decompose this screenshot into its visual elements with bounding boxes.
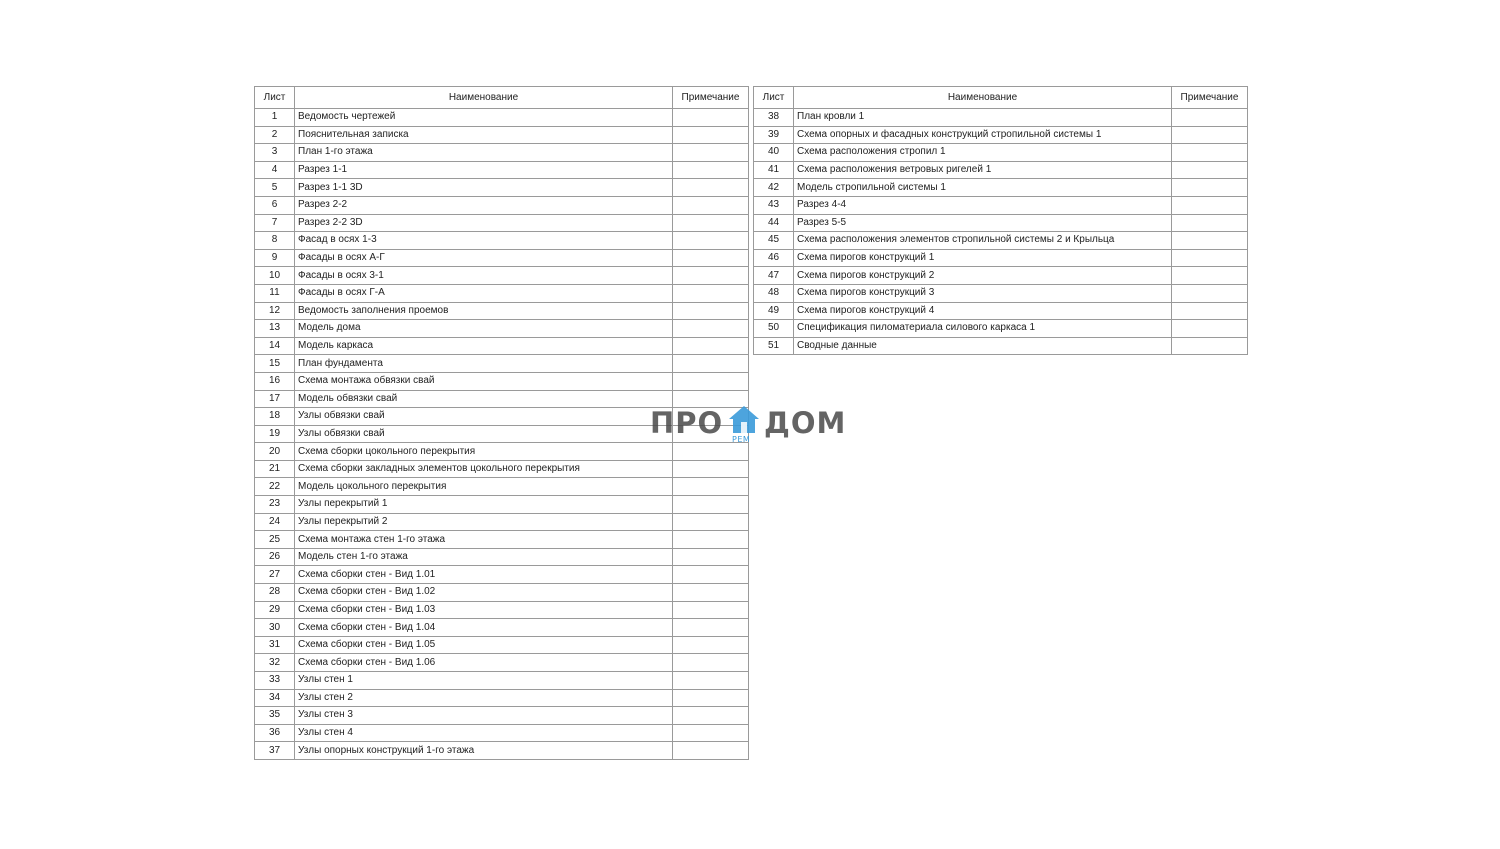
- sheet-name-cell: Модель стропильной системы 1: [794, 179, 1172, 197]
- table-row: [255, 196, 749, 214]
- sheet-name-cell: Модель каркаса: [295, 337, 673, 355]
- table-row: [255, 742, 749, 760]
- sheet-number-cell: 19: [255, 425, 295, 443]
- table-row: [754, 267, 1248, 285]
- sheet-number-cell: 12: [255, 302, 295, 320]
- sheet-note-cell: [673, 689, 749, 707]
- sheet-note-cell: [673, 707, 749, 725]
- sheet-number-cell: 36: [255, 724, 295, 742]
- sheet-number-cell: 15: [255, 355, 295, 373]
- sheet-note-cell: [673, 636, 749, 654]
- table-row: [754, 126, 1248, 144]
- sheet-note-cell: [673, 320, 749, 338]
- sheet-name-cell: Схема опорных и фасадных конструкций стропильной системы 1: [794, 126, 1172, 144]
- sheet-number-cell: 9: [255, 249, 295, 267]
- sheet-number-cell: 37: [255, 742, 295, 760]
- sheet-name-cell: Фасады в осях А-Г: [295, 249, 673, 267]
- table-header-row: [255, 87, 749, 109]
- sheet-name-cell: Узлы перекрытий 1: [295, 496, 673, 514]
- sheet-note-cell: [673, 161, 749, 179]
- sheet-note-cell: [1172, 196, 1248, 214]
- sheet-name-cell: Сводные данные: [794, 337, 1172, 355]
- table-row: [255, 548, 749, 566]
- sheet-note-cell: [1172, 267, 1248, 285]
- table-row: [255, 302, 749, 320]
- sheet-number-cell: 23: [255, 496, 295, 514]
- sheet-number-cell: 4: [255, 161, 295, 179]
- sheet-number-cell: 2: [255, 126, 295, 144]
- sheet-name-cell: Узлы опорных конструкций 1-го этажа: [295, 742, 673, 760]
- watermark-subtext: РЕМ: [732, 435, 751, 444]
- table-row: [255, 496, 749, 514]
- sheet-note-cell: [1172, 337, 1248, 355]
- sheet-name-cell: Разрез 1-1: [295, 161, 673, 179]
- sheet-name-cell: Ведомость чертежей: [295, 109, 673, 127]
- sheet-note-cell: [673, 214, 749, 232]
- table-row: [255, 267, 749, 285]
- table-row: [255, 478, 749, 496]
- sheet-note-cell: [1172, 214, 1248, 232]
- sheet-number-cell: 17: [255, 390, 295, 408]
- sheet-name-cell: Схема пирогов конструкций 2: [794, 267, 1172, 285]
- sheet-name-cell: Схема расположения ветровых ригелей 1: [794, 161, 1172, 179]
- table-row: [754, 302, 1248, 320]
- table-row: [255, 619, 749, 637]
- table-row: [255, 284, 749, 302]
- sheet-note-cell: [673, 672, 749, 690]
- sheet-name-cell: Схема сборки стен - Вид 1.05: [295, 636, 673, 654]
- header-name: Наименование: [794, 87, 1172, 109]
- sheet-note-cell: [673, 548, 749, 566]
- sheet-name-cell: Пояснительная записка: [295, 126, 673, 144]
- sheet-note-cell: [673, 249, 749, 267]
- sheet-note-cell: [673, 196, 749, 214]
- table-row: [255, 249, 749, 267]
- sheet-number-cell: 33: [255, 672, 295, 690]
- sheet-number-cell: 39: [754, 126, 794, 144]
- sheet-note-cell: [673, 267, 749, 285]
- table-row: [255, 584, 749, 602]
- sheet-number-cell: 35: [255, 707, 295, 725]
- sheet-note-cell: [673, 619, 749, 637]
- sheet-note-cell: [673, 232, 749, 250]
- sheet-note-cell: [673, 144, 749, 162]
- sheet-name-cell: Узлы стен 4: [295, 724, 673, 742]
- sheet-note-cell: [673, 584, 749, 602]
- table-row: [754, 337, 1248, 355]
- watermark-text-right: ДОМ: [764, 406, 847, 440]
- table-header-row: [754, 87, 1248, 109]
- sheet-name-cell: План 1-го этажа: [295, 144, 673, 162]
- sheet-name-cell: Модель стен 1-го этажа: [295, 548, 673, 566]
- sheet-name-cell: План фундамента: [295, 355, 673, 373]
- sheet-note-cell: [673, 566, 749, 584]
- sheet-note-cell: [1172, 179, 1248, 197]
- sheet-number-cell: 50: [754, 320, 794, 338]
- sheet-name-cell: Фасады в осях 3-1: [295, 267, 673, 285]
- sheet-name-cell: Схема сборки стен - Вид 1.03: [295, 601, 673, 619]
- table-row: [255, 179, 749, 197]
- sheet-note-cell: [673, 742, 749, 760]
- sheet-name-cell: Узлы обвязки свай: [295, 425, 673, 443]
- sheet-note-cell: [673, 513, 749, 531]
- sheet-note-cell: [1172, 144, 1248, 162]
- sheet-name-cell: Схема сборки закладных элементов цокольного перекрытия: [295, 460, 673, 478]
- table-row: [255, 320, 749, 338]
- sheet-name-cell: Фасад в осях 1-3: [295, 232, 673, 250]
- sheet-note-cell: [673, 372, 749, 390]
- sheet-name-cell: Разрез 1-1 3D: [295, 179, 673, 197]
- sheet-name-cell: Схема сборки стен - Вид 1.02: [295, 584, 673, 602]
- sheet-name-cell: Разрез 5-5: [794, 214, 1172, 232]
- sheet-number-cell: 16: [255, 372, 295, 390]
- sheet-number-cell: 11: [255, 284, 295, 302]
- sheet-note-cell: [673, 654, 749, 672]
- table-row: [255, 126, 749, 144]
- sheet-note-cell: [673, 337, 749, 355]
- sheet-number-cell: 38: [754, 109, 794, 127]
- table-row: [255, 232, 749, 250]
- sheet-name-cell: Схема сборки стен - Вид 1.01: [295, 566, 673, 584]
- sheet-name-cell: Схема пирогов конструкций 3: [794, 284, 1172, 302]
- sheet-number-cell: 32: [255, 654, 295, 672]
- table-row: [255, 214, 749, 232]
- drawings-list-table-right: [753, 86, 1248, 355]
- sheet-number-cell: 44: [754, 214, 794, 232]
- table-row: [754, 249, 1248, 267]
- sheet-name-cell: План кровли 1: [794, 109, 1172, 127]
- sheet-name-cell: Узлы стен 2: [295, 689, 673, 707]
- sheet-note-cell: [673, 496, 749, 514]
- sheet-number-cell: 49: [754, 302, 794, 320]
- table-row: [255, 513, 749, 531]
- table-row: [255, 460, 749, 478]
- sheet-number-cell: 24: [255, 513, 295, 531]
- sheet-name-cell: Модель обвязки свай: [295, 390, 673, 408]
- sheet-number-cell: 48: [754, 284, 794, 302]
- sheet-number-cell: 27: [255, 566, 295, 584]
- table-row: [754, 179, 1248, 197]
- sheet-note-cell: [1172, 126, 1248, 144]
- sheet-number-cell: 5: [255, 179, 295, 197]
- sheet-number-cell: 6: [255, 196, 295, 214]
- sheet-number-cell: 21: [255, 460, 295, 478]
- table-body-right: [754, 109, 1248, 355]
- sheet-name-cell: Фасады в осях Г-А: [295, 284, 673, 302]
- sheet-number-cell: 8: [255, 232, 295, 250]
- header-note: Примечание: [673, 87, 749, 109]
- sheet-name-cell: Схема расположения стропил 1: [794, 144, 1172, 162]
- sheet-name-cell: Разрез 2-2: [295, 196, 673, 214]
- sheet-note-cell: [673, 109, 749, 127]
- sheet-name-cell: Спецификация пиломатериала силового каркаса 1: [794, 320, 1172, 338]
- header-sheet: Лист: [754, 87, 794, 109]
- sheet-number-cell: 3: [255, 144, 295, 162]
- sheet-note-cell: [1172, 232, 1248, 250]
- sheet-name-cell: Узлы обвязки свай: [295, 408, 673, 426]
- sheet-note-cell: [1172, 161, 1248, 179]
- sheet-note-cell: [673, 355, 749, 373]
- table-row: [255, 372, 749, 390]
- sheet-number-cell: 1: [255, 109, 295, 127]
- sheet-name-cell: Схема монтажа обвязки свай: [295, 372, 673, 390]
- table-row: [754, 196, 1248, 214]
- sheet-number-cell: 46: [754, 249, 794, 267]
- table-row: [255, 636, 749, 654]
- table-row: [255, 689, 749, 707]
- table-row: [754, 161, 1248, 179]
- watermark-logo: [648, 402, 853, 448]
- sheet-note-cell: [673, 478, 749, 496]
- sheet-number-cell: 14: [255, 337, 295, 355]
- table-row: [754, 144, 1248, 162]
- sheet-number-cell: 7: [255, 214, 295, 232]
- sheet-number-cell: 25: [255, 531, 295, 549]
- sheet-number-cell: 40: [754, 144, 794, 162]
- table-row: [754, 109, 1248, 127]
- sheet-name-cell: Модель цокольного перекрытия: [295, 478, 673, 496]
- sheet-number-cell: 10: [255, 267, 295, 285]
- table-row: [754, 284, 1248, 302]
- house-icon: [728, 405, 760, 435]
- watermark-text-left: ПРО: [650, 406, 724, 440]
- sheet-note-cell: [1172, 302, 1248, 320]
- sheet-number-cell: 29: [255, 601, 295, 619]
- table-row: [255, 566, 749, 584]
- sheet-name-cell: Ведомость заполнения проемов: [295, 302, 673, 320]
- sheet-name-cell: Разрез 4-4: [794, 196, 1172, 214]
- sheet-note-cell: [1172, 249, 1248, 267]
- sheet-number-cell: 42: [754, 179, 794, 197]
- sheet-note-cell: [673, 302, 749, 320]
- table-row: [754, 320, 1248, 338]
- table-row: [255, 144, 749, 162]
- sheet-note-cell: [673, 601, 749, 619]
- sheet-number-cell: 26: [255, 548, 295, 566]
- table-row: [255, 724, 749, 742]
- sheet-number-cell: 51: [754, 337, 794, 355]
- sheet-note-cell: [673, 284, 749, 302]
- sheet-name-cell: Схема сборки стен - Вид 1.04: [295, 619, 673, 637]
- table-row: [255, 355, 749, 373]
- table-row: [255, 601, 749, 619]
- sheet-number-cell: 41: [754, 161, 794, 179]
- header-name: Наименование: [295, 87, 673, 109]
- table-row: [255, 672, 749, 690]
- sheet-number-cell: 43: [754, 196, 794, 214]
- sheet-number-cell: 47: [754, 267, 794, 285]
- sheet-note-cell: [673, 460, 749, 478]
- sheet-name-cell: Схема пирогов конструкций 4: [794, 302, 1172, 320]
- sheet-number-cell: 18: [255, 408, 295, 426]
- sheet-note-cell: [673, 179, 749, 197]
- sheet-name-cell: Схема сборки цокольного перекрытия: [295, 443, 673, 461]
- table-row: [255, 654, 749, 672]
- sheet-number-cell: 34: [255, 689, 295, 707]
- sheet-number-cell: 31: [255, 636, 295, 654]
- sheet-name-cell: Модель дома: [295, 320, 673, 338]
- table-row: [754, 214, 1248, 232]
- sheet-name-cell: Узлы стен 3: [295, 707, 673, 725]
- sheet-number-cell: 30: [255, 619, 295, 637]
- header-sheet: Лист: [255, 87, 295, 109]
- header-note: Примечание: [1172, 87, 1248, 109]
- sheet-note-cell: [673, 126, 749, 144]
- sheet-note-cell: [673, 724, 749, 742]
- sheet-number-cell: 45: [754, 232, 794, 250]
- sheet-number-cell: 22: [255, 478, 295, 496]
- sheet-number-cell: 13: [255, 320, 295, 338]
- table-row: [255, 161, 749, 179]
- sheet-note-cell: [1172, 284, 1248, 302]
- table-row: [255, 707, 749, 725]
- sheet-name-cell: Узлы перекрытий 2: [295, 513, 673, 531]
- sheet-note-cell: [1172, 109, 1248, 127]
- sheet-number-cell: 20: [255, 443, 295, 461]
- sheet-name-cell: Схема сборки стен - Вид 1.06: [295, 654, 673, 672]
- sheet-name-cell: Узлы стен 1: [295, 672, 673, 690]
- sheet-name-cell: Разрез 2-2 3D: [295, 214, 673, 232]
- sheet-name-cell: Схема пирогов конструкций 1: [794, 249, 1172, 267]
- table-row: [255, 531, 749, 549]
- table-row: [255, 109, 749, 127]
- sheet-name-cell: Схема расположения элементов стропильной системы 2 и Крыльца: [794, 232, 1172, 250]
- sheet-note-cell: [1172, 320, 1248, 338]
- table-row: [255, 337, 749, 355]
- sheet-note-cell: [673, 531, 749, 549]
- table-row: [754, 232, 1248, 250]
- sheet-name-cell: Схема монтажа стен 1-го этажа: [295, 531, 673, 549]
- sheet-number-cell: 28: [255, 584, 295, 602]
